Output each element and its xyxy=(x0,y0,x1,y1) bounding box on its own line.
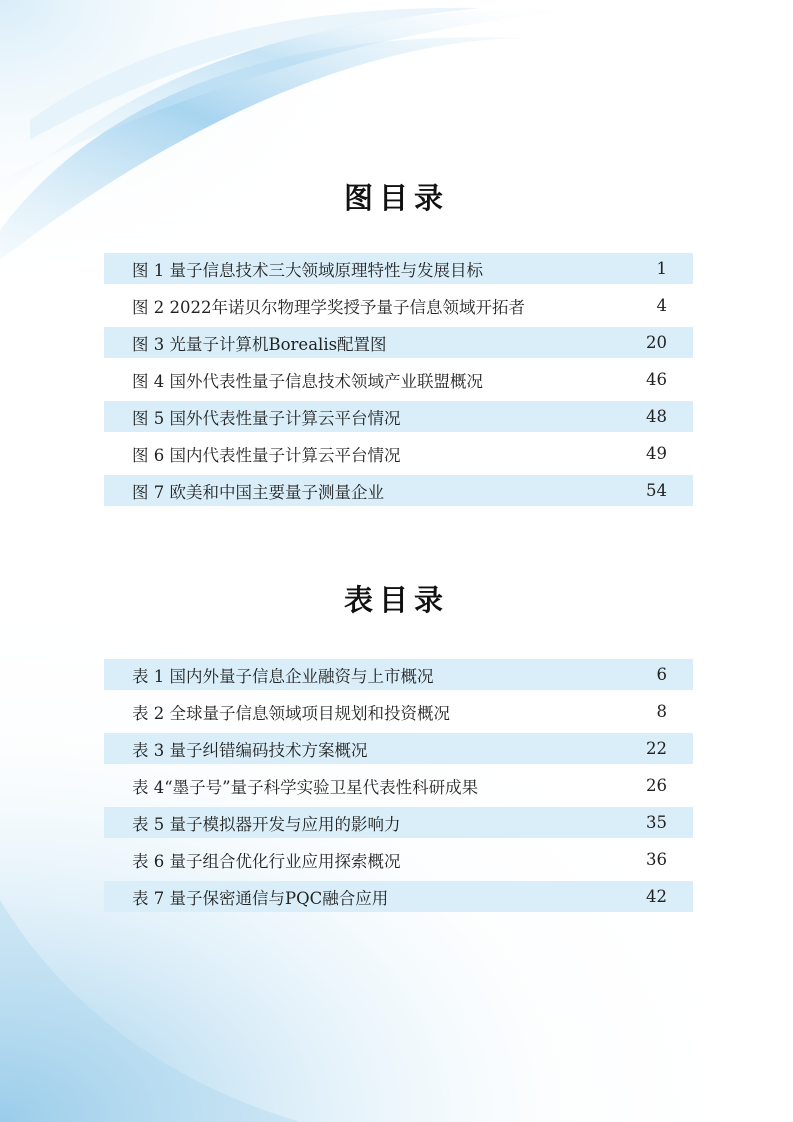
toc-entry-label: 表 6 量子组合优化行业应用探索概况 xyxy=(132,851,401,871)
toc-page-number: 22 xyxy=(646,739,667,758)
toc-page-number: 6 xyxy=(656,665,667,684)
toc-page-number: 36 xyxy=(646,850,667,869)
toc-entry-label: 图 4 国外代表性量子信息技术领域产业联盟概况 xyxy=(132,371,483,391)
toc-entry-label: 图 1 量子信息技术三大领域原理特性与发展目标 xyxy=(132,260,483,280)
toc-entry-label: 表 3 量子纠错编码技术方案概况 xyxy=(132,740,368,760)
toc-entry-label: 图 7 欧美和中国主要量子测量企业 xyxy=(132,482,384,502)
toc-entry-label: 图 3 光量子计算机Borealis配置图 xyxy=(132,334,387,354)
figures-list-title: 图目录 xyxy=(343,181,449,215)
toc-page-number: 48 xyxy=(646,407,667,426)
toc-entry-label: 图 6 国内代表性量子计算云平台情况 xyxy=(132,445,401,465)
toc-page-number: 42 xyxy=(646,887,667,906)
toc-entry-label: 图 5 国外代表性量子计算云平台情况 xyxy=(132,408,401,428)
toc-entry-label: 表 7 量子保密通信与PQC融合应用 xyxy=(132,888,389,908)
toc-entry-label: 图 2 2022年诺贝尔物理学奖授予量子信息领域开拓者 xyxy=(132,297,525,317)
list-item[interactable] xyxy=(104,659,693,690)
toc-page-number: 46 xyxy=(646,370,667,389)
list-item[interactable] xyxy=(104,401,693,432)
list-item[interactable] xyxy=(104,364,693,395)
toc-entry-label: 表 4“墨子号”量子科学实验卫星代表性科研成果 xyxy=(132,777,479,797)
list-item[interactable] xyxy=(104,807,693,838)
toc-entry-label: 表 1 国内外量子信息企业融资与上市概况 xyxy=(132,666,434,686)
toc-page-number: 54 xyxy=(646,481,667,500)
toc-entry-label: 表 5 量子模拟器开发与应用的影响力 xyxy=(132,814,401,834)
toc-page-number: 26 xyxy=(646,776,667,795)
list-item[interactable] xyxy=(104,881,693,912)
toc-page-number: 20 xyxy=(646,333,667,352)
toc-page-number: 1 xyxy=(656,259,667,278)
tables-list-title: 表目录 xyxy=(343,583,449,617)
toc-page-number: 35 xyxy=(646,813,667,832)
toc-page-number: 8 xyxy=(656,702,667,721)
list-item[interactable] xyxy=(104,733,693,764)
tables-list xyxy=(104,659,693,918)
list-item[interactable] xyxy=(104,770,693,801)
list-item[interactable] xyxy=(104,475,693,506)
list-item[interactable] xyxy=(104,438,693,469)
list-item[interactable] xyxy=(104,327,693,358)
list-item[interactable] xyxy=(104,844,693,875)
list-item[interactable] xyxy=(104,253,693,284)
toc-entry-label: 表 2 全球量子信息领域项目规划和投资概况 xyxy=(132,703,450,723)
list-item[interactable] xyxy=(104,290,693,321)
toc-page-number: 49 xyxy=(646,444,667,463)
toc-page-number: 4 xyxy=(656,296,667,315)
list-item[interactable] xyxy=(104,696,693,727)
figures-list xyxy=(104,253,693,512)
